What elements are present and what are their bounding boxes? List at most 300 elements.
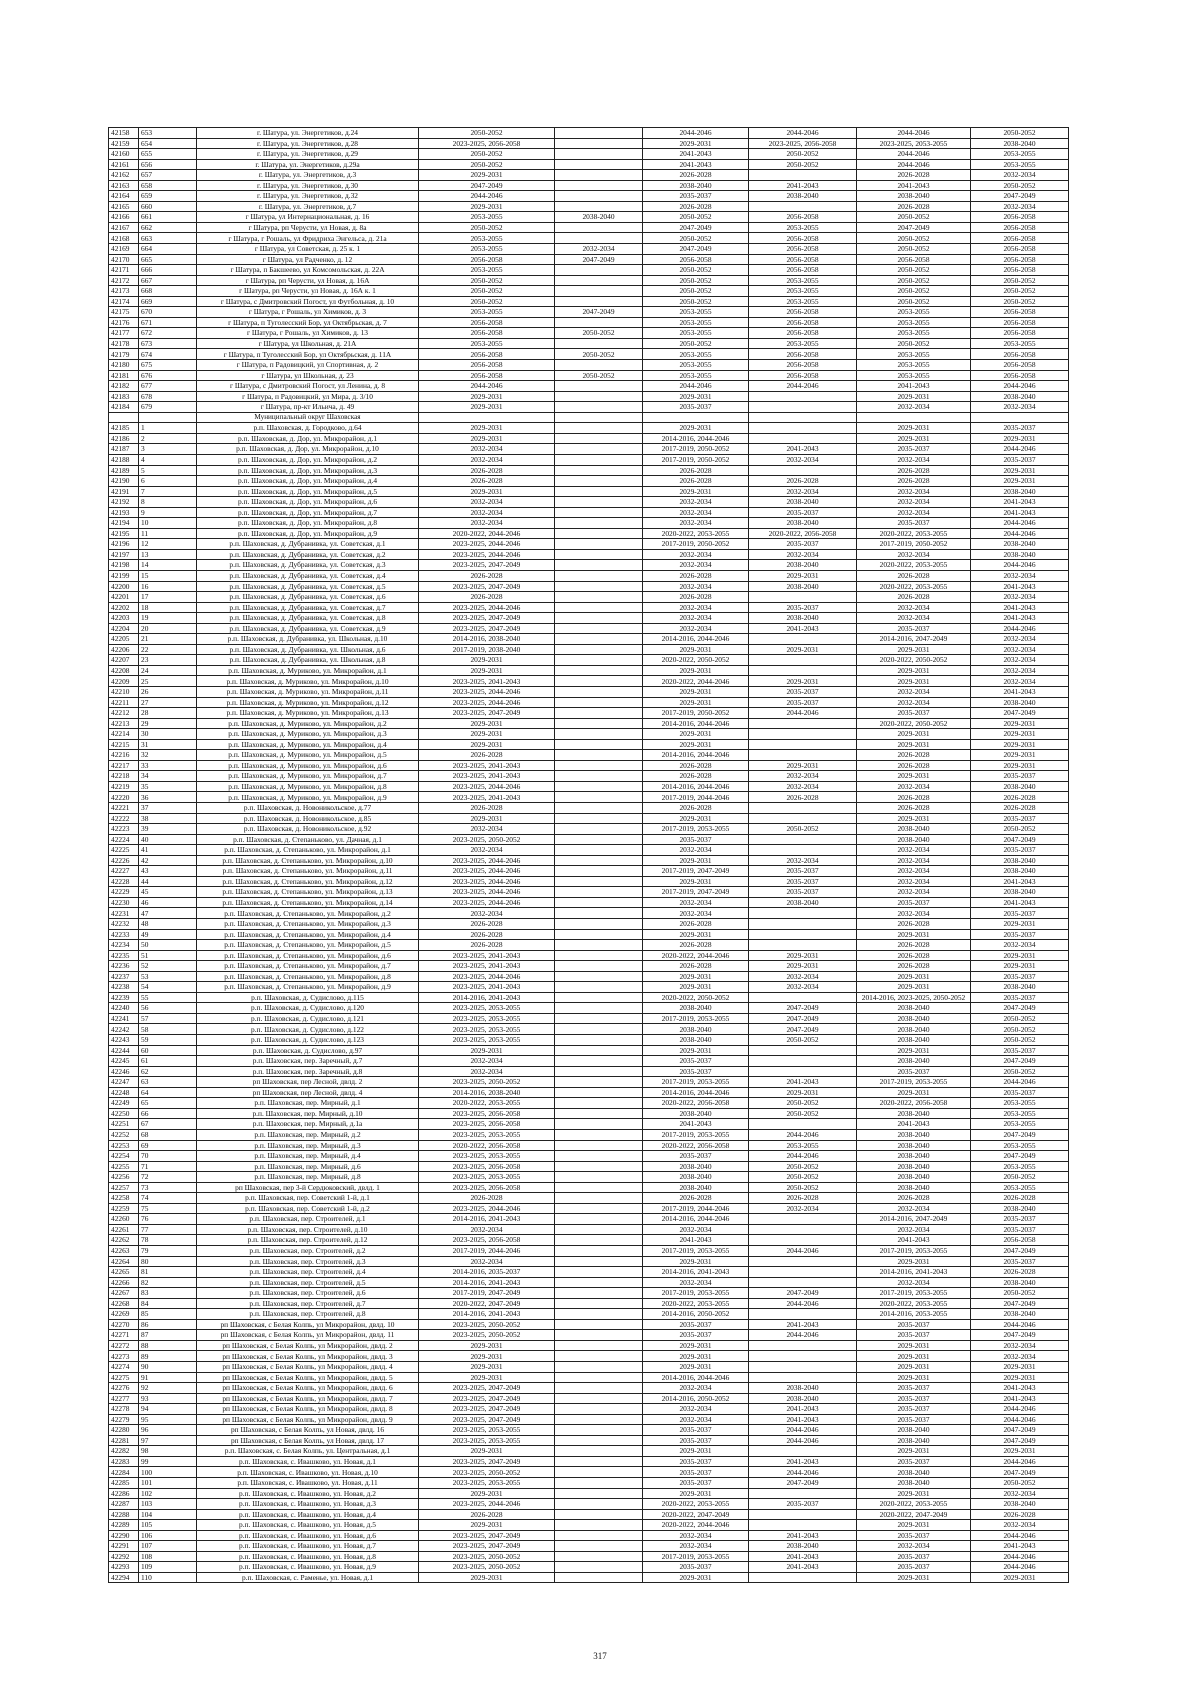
table-cell: 2038-2040 — [857, 824, 971, 835]
table-cell: 14 — [139, 560, 197, 571]
table-cell: г. Шатура, ул. Энергетиков, д.32 — [197, 191, 419, 202]
table-cell: 44 — [139, 876, 197, 887]
table-cell: 2029-2031 — [643, 486, 749, 497]
table-cell: 2041-2043 — [749, 623, 857, 634]
table-cell: 42198 — [109, 560, 139, 571]
table-cell: 42212 — [109, 708, 139, 719]
table-cell: 2044-2046 — [971, 1319, 1069, 1330]
table-cell: 2029-2031 — [857, 644, 971, 655]
table-cell: 42240 — [109, 1003, 139, 1014]
table-cell: 2056-2058 — [419, 328, 555, 339]
table-cell: 2014-2016, 2023-2025, 2050-2052 — [857, 992, 971, 1003]
table-row — [109, 613, 1069, 624]
table-cell: 2032-2034 — [857, 855, 971, 866]
table-row — [109, 212, 1069, 223]
table-row — [109, 444, 1069, 455]
table-cell: 2029-2031 — [419, 1045, 555, 1056]
table-cell: 2023-2025, 2047-2049 — [419, 708, 555, 719]
table-cell: 2041-2043 — [749, 1456, 857, 1467]
table-cell — [555, 180, 643, 191]
table-cell: 2032-2034 — [643, 908, 749, 919]
table-row — [109, 1151, 1069, 1162]
table-cell: 2032-2034 — [643, 845, 749, 856]
table-cell: 2035-2037 — [857, 1330, 971, 1341]
table-cell: 2032-2034 — [857, 602, 971, 613]
table-cell: 678 — [139, 391, 197, 402]
table-cell: 2020-2022, 2056-2058 — [643, 1098, 749, 1109]
table-cell: 2032-2034 — [857, 1203, 971, 1214]
table-cell: 2050-2052 — [643, 212, 749, 223]
table-cell: 2050-2052 — [419, 159, 555, 170]
table-cell: 2023-2025, 2053-2055 — [419, 1035, 555, 1046]
table-cell: 2035-2037 — [857, 1456, 971, 1467]
table-cell — [555, 476, 643, 487]
table-cell: 2023-2025, 2056-2058 — [419, 138, 555, 149]
table-cell: 42235 — [109, 950, 139, 961]
table-cell: 4 — [139, 454, 197, 465]
table-cell: 2023-2025, 2053-2055 — [419, 1003, 555, 1014]
table-cell: 2047-2049 — [971, 834, 1069, 845]
table-cell: г Шатура, с Дмитровский Погост, ул Ленина, д. 8 — [197, 381, 419, 392]
table-cell: 2017-2019, 2053-2055 — [643, 1077, 749, 1088]
table-cell: 2056-2058 — [971, 212, 1069, 223]
table-cell: 2038-2040 — [857, 834, 971, 845]
table-cell: г Шатура, п Бакшеево, ул Комсомольская, д. 22А — [197, 265, 419, 276]
table-row — [109, 338, 1069, 349]
table-cell: р.п. Шаховская, д. Муриково, ул. Микрорайон, д.10 — [197, 676, 419, 687]
table-cell: 42265 — [109, 1267, 139, 1278]
table-cell: 2041-2043 — [643, 149, 749, 160]
table-cell — [749, 803, 857, 814]
table-row — [109, 454, 1069, 465]
table-cell: 75 — [139, 1203, 197, 1214]
table-cell: 2014-2016, 2044-2046 — [643, 718, 749, 729]
table-cell: 2026-2028 — [643, 592, 749, 603]
table-cell: 2044-2046 — [971, 1077, 1069, 1088]
table-row — [109, 265, 1069, 276]
table-cell: 2053-2055 — [419, 265, 555, 276]
table-cell — [555, 560, 643, 571]
table-cell: 2029-2031 — [419, 718, 555, 729]
table-cell: 42201 — [109, 592, 139, 603]
table-cell: 2032-2034 — [419, 908, 555, 919]
table-cell: р.п. Шаховская, пер. Мирный, д.6 — [197, 1161, 419, 1172]
table-cell: 42187 — [109, 444, 139, 455]
table-cell: 2050-2052 — [971, 1172, 1069, 1183]
table-row — [109, 876, 1069, 887]
table-cell: 63 — [139, 1077, 197, 1088]
table-cell: 2041-2043 — [643, 159, 749, 170]
table-cell: р.п. Шаховская, д. Дор, ул. Микрорайон, д.1 — [197, 433, 419, 444]
table-cell: 42195 — [109, 528, 139, 539]
table-row — [109, 1045, 1069, 1056]
table-cell: р.п. Шаховская, пер. Мирный, д.3 — [197, 1140, 419, 1151]
table-cell — [555, 433, 643, 444]
table-cell — [555, 338, 643, 349]
table-row — [109, 170, 1069, 181]
table-cell: р.п. Шаховская, пер. Строителей, д.1 — [197, 1214, 419, 1225]
table-cell: 2032-2034 — [749, 454, 857, 465]
table-cell: р.п. Шаховская, д. Степаньково, ул. Микрорайон, д.10 — [197, 855, 419, 866]
table-cell: 2029-2031 — [419, 1446, 555, 1457]
table-cell: р.п. Шаховская, д. Новоникольское, д.85 — [197, 813, 419, 824]
table-cell: г Шатура, ул Советская, д. 25 к. 1 — [197, 244, 419, 255]
table-cell: 42224 — [109, 834, 139, 845]
table-cell: г Шатура, рп Черусти, ул Новая, д. 8а — [197, 222, 419, 233]
table-row — [109, 781, 1069, 792]
table-cell: 42218 — [109, 771, 139, 782]
table-cell: 2032-2034 — [643, 1541, 749, 1552]
table-cell: 2014-2016, 2041-2043 — [643, 1267, 749, 1278]
table-cell: р.п. Шаховская, д. Муриково, ул. Микрорайон, д.11 — [197, 686, 419, 697]
table-cell: 2032-2034 — [419, 454, 555, 465]
table-cell: 2029-2031 — [971, 739, 1069, 750]
table-row — [109, 296, 1069, 307]
table-cell: р.п. Шаховская, д. Дубранивка, ул. Школьная, д.6 — [197, 644, 419, 655]
table-cell: 2035-2037 — [857, 1551, 971, 1562]
table-cell: 82 — [139, 1277, 197, 1288]
table-cell — [555, 824, 643, 835]
schedule-table — [108, 127, 1069, 1583]
table-cell: р.п. Шаховская, с. Ивашково, ул. Новая, д.1 — [197, 1456, 419, 1467]
table-cell: 2038-2040 — [971, 549, 1069, 560]
table-cell: 18 — [139, 602, 197, 613]
table-cell: р.п. Шаховская, д. Дубранивка, ул. Советская, д.8 — [197, 613, 419, 624]
table-cell: 2029-2031 — [749, 961, 857, 972]
table-cell: р.п. Шаховская, д. Муриково, ул. Микрорайон, д.12 — [197, 697, 419, 708]
table-cell: 42225 — [109, 845, 139, 856]
table-cell: 2023-2025, 2041-2043 — [419, 760, 555, 771]
table-cell: р.п. Шаховская, д. Муриково, ул. Микрорайон, д.8 — [197, 781, 419, 792]
table-cell: 2056-2058 — [749, 328, 857, 339]
table-cell: 2029-2031 — [857, 1488, 971, 1499]
table-cell: 35 — [139, 781, 197, 792]
table-cell: 2038-2040 — [643, 180, 749, 191]
table-cell — [555, 391, 643, 402]
table-cell: 2032-2034 — [419, 1066, 555, 1077]
table-cell: 2053-2055 — [749, 275, 857, 286]
table-cell: 2026-2028 — [857, 760, 971, 771]
table-cell: 2044-2046 — [971, 381, 1069, 392]
table-cell: 2032-2034 — [419, 1256, 555, 1267]
table-cell: 2032-2034 — [749, 549, 857, 560]
table-cell: 105 — [139, 1520, 197, 1531]
table-cell: р.п. Шаховская, д. Судислово, д.121 — [197, 1013, 419, 1024]
table-cell: 42228 — [109, 876, 139, 887]
table-cell: 2035-2037 — [749, 1499, 857, 1510]
table-cell — [555, 781, 643, 792]
table-cell: 2014-2016, 2050-2052 — [643, 1393, 749, 1404]
table-cell: 42191 — [109, 486, 139, 497]
table-cell: р.п. Шаховская, д. Муриково, ул. Микрорайон, д.13 — [197, 708, 419, 719]
table-cell — [555, 834, 643, 845]
table-cell: 2026-2028 — [971, 792, 1069, 803]
table-cell: 42291 — [109, 1541, 139, 1552]
table-cell: 2026-2028 — [419, 465, 555, 476]
table-cell — [555, 1035, 643, 1046]
table-cell: 2041-2043 — [857, 1235, 971, 1246]
table-cell — [749, 433, 857, 444]
table-cell — [555, 265, 643, 276]
table-cell: 2032-2034 — [971, 402, 1069, 413]
table-cell — [555, 655, 643, 666]
table-cell: 42227 — [109, 866, 139, 877]
table-cell: 2032-2034 — [749, 855, 857, 866]
table-cell: 2026-2028 — [857, 940, 971, 951]
table-cell: 2053-2055 — [857, 307, 971, 318]
table-cell: 657 — [139, 170, 197, 181]
table-cell: 2032-2034 — [643, 507, 749, 518]
table-cell: 42278 — [109, 1404, 139, 1415]
table-cell: 2026-2028 — [643, 803, 749, 814]
table-row — [109, 1404, 1069, 1415]
table-cell — [555, 792, 643, 803]
table-cell — [555, 518, 643, 529]
table-cell: 2017-2019, 2044-2046 — [643, 792, 749, 803]
table-cell: 669 — [139, 296, 197, 307]
table-row — [109, 1319, 1069, 1330]
table-cell: 31 — [139, 739, 197, 750]
table-cell: 2032-2034 — [749, 971, 857, 982]
table-cell: 2032-2034 — [643, 581, 749, 592]
table-cell: 2029-2031 — [419, 1520, 555, 1531]
table-cell: 42199 — [109, 570, 139, 581]
table-cell: 42242 — [109, 1024, 139, 1035]
table-row — [109, 1108, 1069, 1119]
table-cell: 2050-2052 — [971, 1024, 1069, 1035]
table-cell — [109, 412, 139, 423]
table-row — [109, 1256, 1069, 1267]
table-cell: 42270 — [109, 1319, 139, 1330]
table-cell — [555, 1541, 643, 1552]
table-cell — [555, 919, 643, 930]
table-cell: 106 — [139, 1530, 197, 1541]
table-cell: 2044-2046 — [749, 1435, 857, 1446]
table-cell: 2023-2025, 2053-2055 — [419, 1478, 555, 1489]
table-cell: 8 — [139, 497, 197, 508]
table-cell: г. Шатура, ул. Энергетиков, д.3 — [197, 170, 419, 181]
table-cell: 2050-2052 — [857, 265, 971, 276]
table-cell: 2044-2046 — [749, 1467, 857, 1478]
table-cell: 2047-2049 — [971, 1467, 1069, 1478]
table-cell: 42188 — [109, 454, 139, 465]
table-cell: 2029-2031 — [419, 391, 555, 402]
table-cell: 2023-2025, 2047-2049 — [419, 1530, 555, 1541]
table-cell: 2029-2031 — [857, 739, 971, 750]
table-cell: 2026-2028 — [643, 771, 749, 782]
table-cell: 2029-2031 — [419, 1372, 555, 1383]
table-cell — [555, 201, 643, 212]
table-cell: 2032-2034 — [643, 897, 749, 908]
table-row — [109, 1361, 1069, 1372]
table-cell: 2041-2043 — [749, 1404, 857, 1415]
table-cell — [749, 739, 857, 750]
table-cell: 2014-2016, 2044-2046 — [643, 1372, 749, 1383]
table-cell: 2038-2040 — [749, 560, 857, 571]
table-cell: 2035-2037 — [749, 507, 857, 518]
table-cell — [555, 929, 643, 940]
table-cell: 2017-2019, 2053-2055 — [643, 824, 749, 835]
table-row — [109, 581, 1069, 592]
table-cell — [555, 1140, 643, 1151]
table-cell: рп Шаховская, с Белая Колпь, ул Микрорайон, двлд. 4 — [197, 1361, 419, 1372]
table-cell: 77 — [139, 1224, 197, 1235]
table-cell: 2023-2025, 2053-2055 — [419, 1013, 555, 1024]
table-cell: 51 — [139, 950, 197, 961]
table-cell — [555, 1530, 643, 1541]
table-cell: 2035-2037 — [971, 1224, 1069, 1235]
table-row — [109, 1435, 1069, 1446]
table-cell: 2032-2034 — [971, 1351, 1069, 1362]
table-cell — [555, 1425, 643, 1436]
table-cell: 2026-2028 — [857, 570, 971, 581]
table-cell: 2056-2058 — [971, 254, 1069, 265]
table-row — [109, 222, 1069, 233]
table-cell: 2038-2040 — [749, 581, 857, 592]
table-cell: 54 — [139, 982, 197, 993]
table-cell: 2026-2028 — [419, 1193, 555, 1204]
table-cell — [749, 1372, 857, 1383]
table-cell — [555, 760, 643, 771]
table-cell: 2038-2040 — [749, 897, 857, 908]
table-row — [109, 518, 1069, 529]
table-cell: 2032-2034 — [971, 1340, 1069, 1351]
table-cell: 2026-2028 — [419, 570, 555, 581]
table-cell: 2035-2037 — [749, 697, 857, 708]
table-row — [109, 1013, 1069, 1024]
table-cell: 91 — [139, 1372, 197, 1383]
table-cell: 2053-2055 — [749, 296, 857, 307]
table-row — [109, 149, 1069, 160]
table-cell: 2029-2031 — [971, 1446, 1069, 1457]
table-cell: 92 — [139, 1383, 197, 1394]
table-cell: 2029-2031 — [971, 1372, 1069, 1383]
table-cell: 2017-2019, 2050-2052 — [857, 539, 971, 550]
table-cell: 42189 — [109, 465, 139, 476]
table-cell: 2020-2022, 2050-2052 — [857, 718, 971, 729]
table-cell: 2038-2040 — [971, 1309, 1069, 1320]
table-cell: 2029-2031 — [643, 423, 749, 434]
table-row — [109, 1446, 1069, 1457]
table-cell — [555, 613, 643, 624]
table-cell — [555, 1351, 643, 1362]
table-cell: 42231 — [109, 908, 139, 919]
table-row — [109, 739, 1069, 750]
table-cell: 2035-2037 — [749, 876, 857, 887]
table-cell: 2053-2055 — [971, 1182, 1069, 1193]
table-cell: 2023-2025, 2044-2046 — [419, 1203, 555, 1214]
table-cell: 2041-2043 — [643, 1119, 749, 1130]
table-cell — [555, 528, 643, 539]
table-cell — [555, 876, 643, 887]
table-cell — [555, 1235, 643, 1246]
table-cell: 2023-2025, 2047-2049 — [419, 1541, 555, 1552]
table-cell: 2029-2031 — [643, 729, 749, 740]
table-cell — [749, 1224, 857, 1235]
table-cell: 2038-2040 — [749, 191, 857, 202]
table-cell: 2029-2031 — [419, 170, 555, 181]
table-cell — [555, 1478, 643, 1489]
table-cell: 2044-2046 — [857, 128, 971, 139]
table-cell: 2050-2052 — [749, 824, 857, 835]
table-cell: 42182 — [109, 381, 139, 392]
table-cell: 2029-2031 — [971, 433, 1069, 444]
table-cell: 2056-2058 — [971, 317, 1069, 328]
table-cell: 2032-2034 — [857, 549, 971, 560]
table-cell: 2035-2037 — [749, 539, 857, 550]
table-cell: 2038-2040 — [971, 855, 1069, 866]
table-cell: 2032-2034 — [419, 824, 555, 835]
table-cell: р.п. Шаховская, д. Муриково, ул. Микрорайон, д.3 — [197, 729, 419, 740]
table-cell: 2050-2052 — [749, 149, 857, 160]
table-cell: 42279 — [109, 1414, 139, 1425]
table-cell: 2017-2019, 2053-2055 — [643, 1129, 749, 1140]
table-cell: 42213 — [109, 718, 139, 729]
table-cell: 2032-2034 — [749, 486, 857, 497]
table-cell: 2029-2031 — [971, 465, 1069, 476]
table-cell: 42256 — [109, 1172, 139, 1183]
table-cell: р.п. Шаховская, пер. Строителей, д.5 — [197, 1277, 419, 1288]
table-row — [109, 1098, 1069, 1109]
table-cell: 2035-2037 — [643, 1151, 749, 1162]
table-cell — [555, 1340, 643, 1351]
table-cell — [555, 222, 643, 233]
table-cell: 2023-2025, 2041-2043 — [419, 950, 555, 961]
table-cell: 2035-2037 — [643, 1456, 749, 1467]
table-cell — [555, 1193, 643, 1204]
table-cell: 2035-2037 — [643, 191, 749, 202]
table-cell: 2032-2034 — [971, 634, 1069, 645]
table-cell: 2020-2022, 2053-2055 — [419, 1098, 555, 1109]
table-cell — [555, 1172, 643, 1183]
table-cell: 2035-2037 — [643, 1467, 749, 1478]
table-cell: 2038-2040 — [857, 1172, 971, 1183]
table-cell: 2056-2058 — [971, 370, 1069, 381]
table-cell: 2035-2037 — [971, 845, 1069, 856]
table-cell: 2032-2034 — [643, 549, 749, 560]
table-cell: 2041-2043 — [971, 497, 1069, 508]
table-cell: 2044-2046 — [643, 128, 749, 139]
table-cell — [555, 497, 643, 508]
table-cell — [555, 992, 643, 1003]
table-cell: 2032-2034 — [643, 1414, 749, 1425]
table-row — [109, 507, 1069, 518]
table-cell: 2029-2031 — [749, 950, 857, 961]
table-cell — [857, 412, 971, 423]
table-cell: р.п. Шаховская, пер. Заречный, д.8 — [197, 1066, 419, 1077]
table-cell: 2029-2031 — [419, 1351, 555, 1362]
table-cell: 2056-2058 — [971, 360, 1069, 371]
table-cell: 2044-2046 — [749, 1151, 857, 1162]
table-cell — [749, 592, 857, 603]
table-cell: 2050-2052 — [643, 275, 749, 286]
table-cell: р.п. Шаховская, д. Дор, ул. Микрорайон, д.2 — [197, 454, 419, 465]
table-row — [109, 528, 1069, 539]
table-cell: 2026-2028 — [749, 792, 857, 803]
table-cell: 42259 — [109, 1203, 139, 1214]
table-cell — [749, 1277, 857, 1288]
table-cell: 2035-2037 — [971, 992, 1069, 1003]
table-cell: 2041-2043 — [971, 686, 1069, 697]
table-cell: 2014-2016, 2050-2052 — [643, 1309, 749, 1320]
table-cell: 69 — [139, 1140, 197, 1151]
table-cell: 2026-2028 — [857, 465, 971, 476]
table-cell: р.п. Шаховская, д. Дубранивка, ул. Советская, д.6 — [197, 592, 419, 603]
table-cell — [555, 444, 643, 455]
table-cell: 25 — [139, 676, 197, 687]
table-cell — [555, 170, 643, 181]
table-cell: 2047-2049 — [971, 1151, 1069, 1162]
